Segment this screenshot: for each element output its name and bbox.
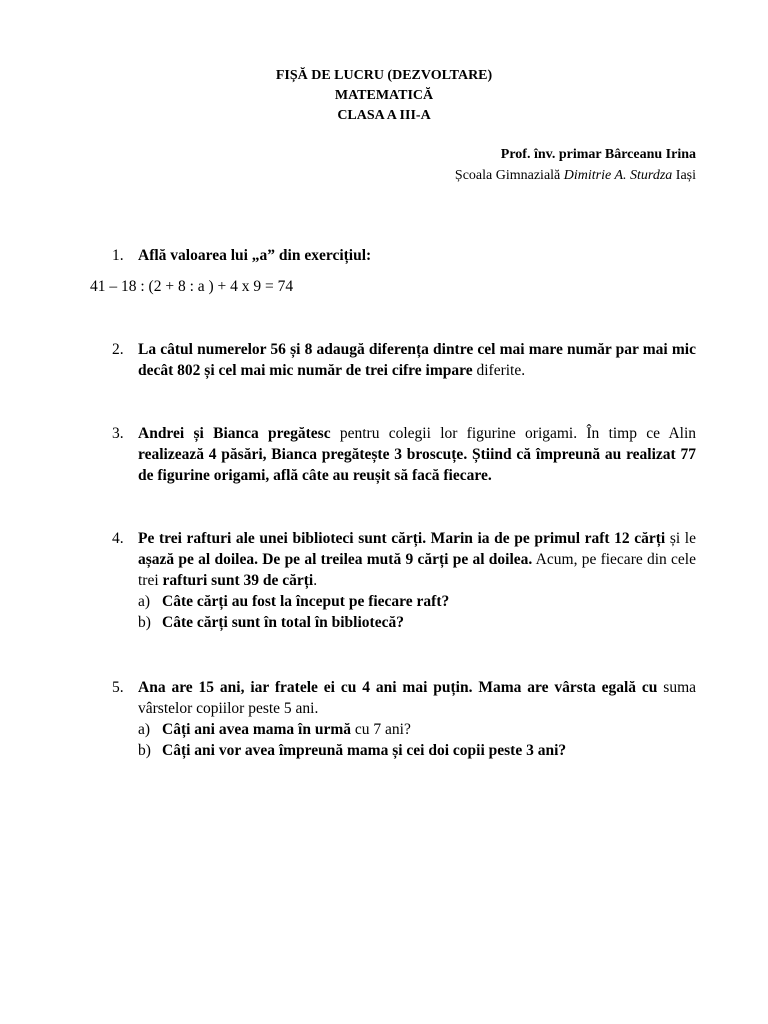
- exercise-number: 2.: [112, 341, 124, 358]
- exercise-text-bold: rafturi sunt 39 de cărți: [162, 572, 314, 589]
- exercise-text-normal: suma vârstelor copiilor peste 5 ani.: [138, 679, 697, 717]
- sub-question-label: a): [138, 593, 151, 610]
- exercise-text: [138, 528, 696, 591]
- school-prefix: Școala Gimnazială: [454, 168, 564, 183]
- exercise-text: [138, 423, 696, 486]
- worksheet-title: [0, 66, 768, 126]
- exercise-text-bold: Ana are 15 ani, iar fratele ei cu 4 ani mai puțin. Mama are vârsta egală cu: [138, 679, 658, 696]
- sub-question-label: a): [138, 721, 151, 738]
- exercise-text: [138, 677, 696, 719]
- sub-question-b: [138, 740, 696, 761]
- exercise-text: Află valoarea lui „a” din exercițiul:: [138, 247, 372, 264]
- exercise-text-normal: pentru colegii lor figurine origami. În timp ce Alin: [330, 425, 697, 442]
- sub-question-text: Câte cărți au fost la început pe fiecare raft?: [162, 593, 450, 610]
- author-info: [455, 144, 696, 186]
- sub-question-b: [138, 612, 696, 633]
- title-line-1: FIȘĂ DE LUCRU (DEZVOLTARE): [275, 68, 493, 83]
- exercise-number: 4.: [112, 530, 124, 547]
- sub-question-text-normal: cu 7 ani?: [351, 721, 411, 738]
- exercise-text-normal: .: [313, 572, 318, 589]
- sub-question-label: b): [138, 614, 151, 631]
- school-city: Iași: [672, 168, 696, 183]
- exercise-text-bold: Andrei și Bianca pregătesc: [138, 425, 331, 442]
- exercise-1-equation: 41 – 18 : (2 + 8 : a ) + 4 x 9 = 74: [90, 278, 294, 295]
- exercise-text: [138, 339, 696, 381]
- sub-question-a: [138, 591, 696, 612]
- title-line-3: CLASA A III-A: [337, 108, 431, 123]
- author-name: Prof. înv. primar Bârceanu Irina: [500, 147, 696, 162]
- exercise-text-normal: Acum, pe fiecare din cele trei: [138, 551, 696, 589]
- exercise-2: [112, 339, 696, 381]
- exercise-text-bold: La câtul numerelor 56 și 8 adaugă diferența dintre cel mai mare număr par mai mic decât 802 și cel mai mic număr de trei cifre impare: [138, 341, 696, 379]
- exercise-text-bold: Pe trei rafturi ale unei biblioteci sunt cărți. Marin ia de pe primul raft 12 cărți: [138, 530, 666, 547]
- sub-question-text-bold: Câți ani avea mama în urmă: [162, 721, 352, 738]
- sub-question-text: Câte cărți sunt în total în bibliotecă?: [162, 614, 404, 631]
- exercise-5: [112, 677, 696, 761]
- exercise-number: 3.: [112, 425, 124, 442]
- exercise-text-bold: realizează 4 păsări, Bianca pregătește 3 broscuțe. Știind că împreună au realizat 77 de figurine origami, află câte au reușit să facă fiecare.: [138, 446, 696, 484]
- sub-question-a: [138, 719, 696, 740]
- exercise-text-normal: diferite.: [472, 362, 526, 379]
- exercise-3: [112, 423, 696, 486]
- school-name: [455, 165, 696, 186]
- school-patron: Dimitrie A. Sturdza: [563, 168, 673, 183]
- title-line-2: MATEMATICĂ: [334, 88, 434, 103]
- sub-question-label: b): [138, 742, 151, 759]
- exercise-1: [112, 245, 696, 266]
- exercise-number: 5.: [112, 679, 124, 696]
- sub-question-text: Câți ani vor avea împreună mama și cei doi copii peste 3 ani?: [162, 742, 567, 759]
- exercise-text-bold: așază pe al doilea. De pe al treilea mută 9 cărți pe al doilea.: [138, 551, 533, 568]
- exercise-4: [112, 528, 696, 633]
- exercise-number: 1.: [112, 247, 124, 264]
- exercise-text-normal: și le: [665, 530, 696, 547]
